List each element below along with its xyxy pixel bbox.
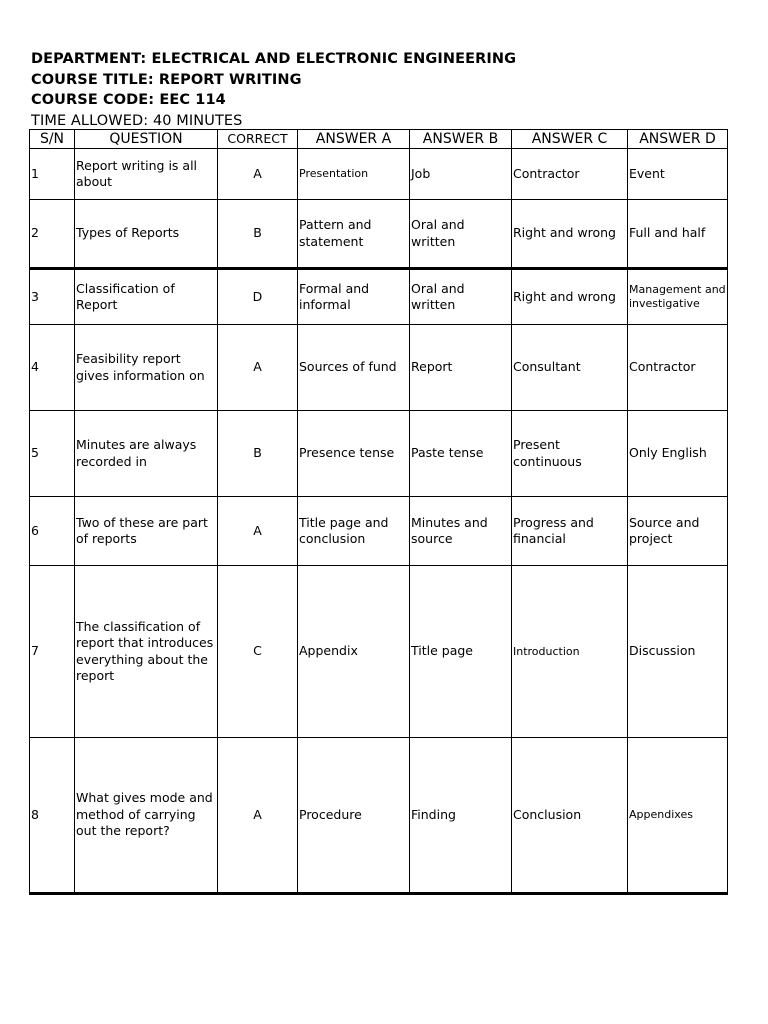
answer-a-cell: Presentation xyxy=(298,149,410,200)
answer-d-cell: Full and half xyxy=(628,200,728,269)
answer-a-cell: Presence tense xyxy=(298,411,410,497)
time-allowed-line: TIME ALLOWED: 40 MINUTES xyxy=(31,112,243,129)
answer-d-cell: Source and project xyxy=(628,497,728,566)
course-title-line: COURSE TITLE: REPORT WRITING xyxy=(31,71,302,88)
answer-c-cell: Present continuous xyxy=(512,411,628,497)
correct-cell: C xyxy=(218,566,298,738)
question-cell: Two of these are part of reports xyxy=(75,497,218,566)
answer-b-cell: Oral and written xyxy=(410,200,512,269)
sn-cell: 6 xyxy=(30,497,75,566)
question-cell: Feasibility report gives information on xyxy=(75,325,218,411)
column-header-answer-b: ANSWER B xyxy=(410,130,512,149)
answer-b-cell: Paste tense xyxy=(410,411,512,497)
answer-d-cell: Contractor xyxy=(628,325,728,411)
question-cell: The classification of report that introduces everything about the report xyxy=(75,566,218,738)
column-header-answer-c: ANSWER C xyxy=(512,130,628,149)
answer-a-cell: Pattern and statement xyxy=(298,200,410,269)
correct-cell: A xyxy=(218,497,298,566)
correct-cell: A xyxy=(218,149,298,200)
answer-c-cell: Right and wrong xyxy=(512,269,628,325)
answer-c-cell: Conclusion xyxy=(512,738,628,894)
table-row xyxy=(30,149,728,200)
table-row xyxy=(30,411,728,497)
answer-d-cell: Only English xyxy=(628,411,728,497)
question-table xyxy=(29,129,728,895)
table-row xyxy=(30,738,728,894)
sn-cell: 2 xyxy=(30,200,75,269)
answer-c-cell: Introduction xyxy=(512,566,628,738)
question-cell: Report writing is all about xyxy=(75,149,218,200)
column-header-correct: CORRECT xyxy=(218,130,298,149)
answer-a-cell: Sources of fund xyxy=(298,325,410,411)
answer-b-cell: Finding xyxy=(410,738,512,894)
column-header-sn: S/N xyxy=(30,130,75,149)
answer-c-cell: Progress and financial xyxy=(512,497,628,566)
answer-b-cell: Report xyxy=(410,325,512,411)
answer-a-cell: Formal and informal xyxy=(298,269,410,325)
answer-d-cell: Management and investigative xyxy=(628,269,728,325)
answer-d-cell: Discussion xyxy=(628,566,728,738)
sn-cell: 3 xyxy=(30,269,75,325)
answer-b-cell: Minutes and source xyxy=(410,497,512,566)
table-row xyxy=(30,566,728,738)
question-cell: Minutes are always recorded in xyxy=(75,411,218,497)
sn-cell: 8 xyxy=(30,738,75,894)
sn-cell: 1 xyxy=(30,149,75,200)
answer-a-cell: Title page and conclusion xyxy=(298,497,410,566)
question-cell: Types of Reports xyxy=(75,200,218,269)
course-code-line: COURSE CODE: EEC 114 xyxy=(31,92,226,108)
table-row xyxy=(30,497,728,566)
department-line: DEPARTMENT: ELECTRICAL AND ELECTRONIC ENGINEERING xyxy=(31,51,517,67)
column-header-answer-d: ANSWER D xyxy=(628,130,728,149)
question-cell: Classification of Report xyxy=(75,269,218,325)
sn-cell: 7 xyxy=(30,566,75,738)
answer-b-cell: Title page xyxy=(410,566,512,738)
table-header-row xyxy=(30,130,728,149)
column-header-answer-a: ANSWER A xyxy=(298,130,410,149)
answer-a-cell: Appendix xyxy=(298,566,410,738)
correct-cell: D xyxy=(218,269,298,325)
correct-cell: B xyxy=(218,200,298,269)
sn-cell: 5 xyxy=(30,411,75,497)
correct-cell: A xyxy=(218,738,298,894)
table-row xyxy=(30,325,728,411)
column-header-question: QUESTION xyxy=(75,130,218,149)
answer-d-cell: Appendixes xyxy=(628,738,728,894)
table-row xyxy=(30,269,728,325)
answer-c-cell: Consultant xyxy=(512,325,628,411)
sn-cell: 4 xyxy=(30,325,75,411)
answer-b-cell: Oral and written xyxy=(410,269,512,325)
answer-c-cell: Contractor xyxy=(512,149,628,200)
answer-b-cell: Job xyxy=(410,149,512,200)
table-row xyxy=(30,200,728,269)
correct-cell: B xyxy=(218,411,298,497)
answer-d-cell: Event xyxy=(628,149,728,200)
document-header xyxy=(31,49,516,131)
answer-a-cell: Procedure xyxy=(298,738,410,894)
correct-cell: A xyxy=(218,325,298,411)
question-cell: What gives mode and method of carrying out the report? xyxy=(75,738,218,894)
answer-c-cell: Right and wrong xyxy=(512,200,628,269)
